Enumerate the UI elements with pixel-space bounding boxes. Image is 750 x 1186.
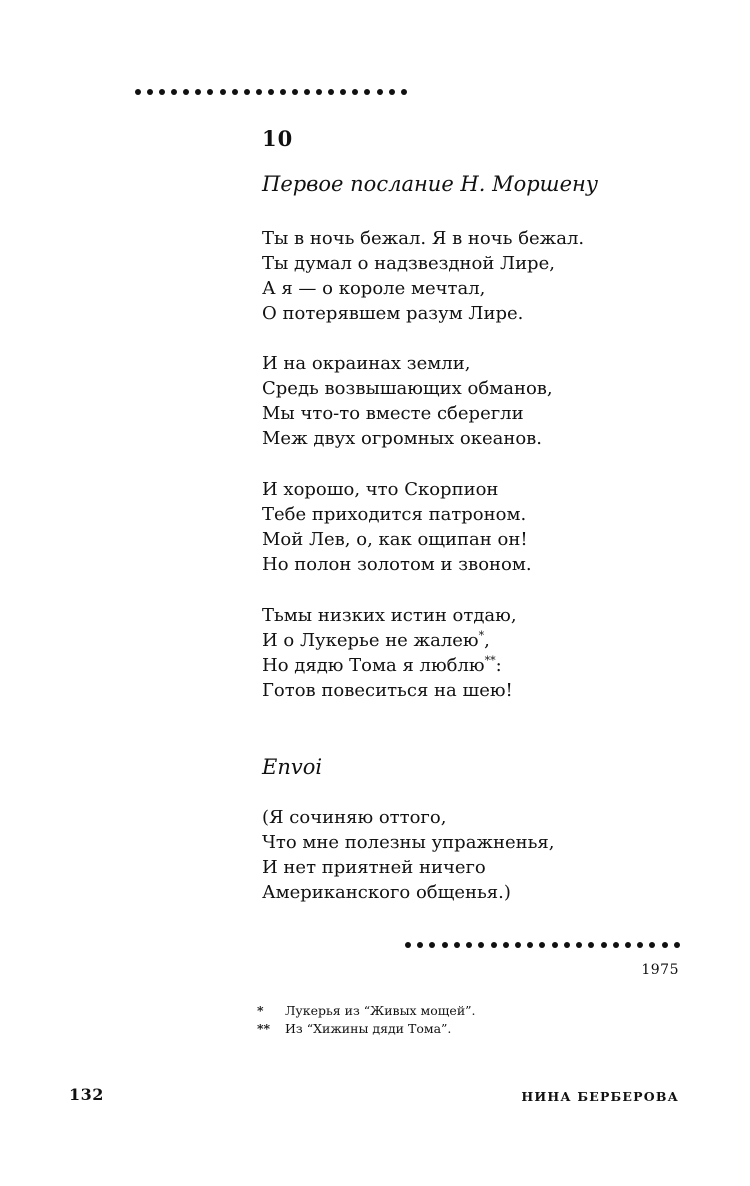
poem-number: 10 <box>262 126 294 151</box>
verse-text: И о Лукерье не жалею <box>262 630 479 651</box>
footnote-marker: * <box>257 1003 264 1018</box>
verse-line: Но полон золотом и звоном. <box>262 554 532 575</box>
verse-line: И на окраинах земли, <box>262 353 471 374</box>
verse-line: О потерявшем разум Лире. <box>262 303 524 324</box>
verse-line: И хорошо, что Скорпион <box>262 479 499 500</box>
verse-line: Тьмы низких истин отдаю, <box>262 605 517 626</box>
verse-line-with-footnote <box>262 653 517 678</box>
verse-line: Что мне полезны упражненья, <box>262 832 555 853</box>
footnote-2 <box>257 1020 476 1038</box>
footnotes <box>257 1002 476 1038</box>
stanza-2 <box>262 351 553 451</box>
footnote-text: Лукерья из “Живых мощей”. <box>285 1003 476 1018</box>
verse-line: А я — о короле мечтал, <box>262 278 486 299</box>
verse-line: Меж двух огромных океанов. <box>262 428 543 449</box>
running-head-author: НИНА БЕРБЕРОВА <box>521 1089 679 1104</box>
footnote-text: Из “Хижины дяди Тома”. <box>285 1021 452 1036</box>
envoi-stanza <box>262 805 555 905</box>
stanza-4 <box>262 603 517 703</box>
footnote-mark-2: ** <box>484 654 496 667</box>
verse-text: Но дядю Тома я люблю <box>262 655 485 676</box>
envoi-title: Envoi <box>262 755 323 779</box>
top-dotted-rule <box>135 88 407 96</box>
verse-line: (Я сочиняю оттого, <box>262 807 447 828</box>
verse-line-with-footnote <box>262 628 517 653</box>
verse-line: Средь возвышающих обманов, <box>262 378 553 399</box>
page-number: 132 <box>69 1085 104 1104</box>
verse-line: Готов повеситься на шею! <box>262 680 513 701</box>
verse-line: Мы что-то вместе сберегли <box>262 403 524 424</box>
verse-line: И нет приятней ничего <box>262 857 486 878</box>
stanza-1 <box>262 226 584 326</box>
footnote-1 <box>257 1002 476 1020</box>
footnote-marker: ** <box>257 1021 271 1036</box>
bottom-dotted-rule <box>405 941 680 949</box>
verse-line: Американского общенья.) <box>262 882 511 903</box>
verse-punctuation: , <box>484 630 490 651</box>
verse-punctuation: : <box>495 655 502 676</box>
footnote-mark-1: * <box>478 629 485 642</box>
poem-title: Первое послание Н. Моршену <box>262 172 599 196</box>
verse-line: Ты думал о надзвездной Лире, <box>262 253 555 274</box>
stanza-3 <box>262 477 532 577</box>
poem-date: 1975 <box>641 962 679 978</box>
verse-line: Мой Лев, о, как ощипан он! <box>262 529 528 550</box>
verse-line: Тебе приходится патроном. <box>262 504 527 525</box>
verse-line: Ты в ночь бежал. Я в ночь бежал. <box>262 228 585 249</box>
